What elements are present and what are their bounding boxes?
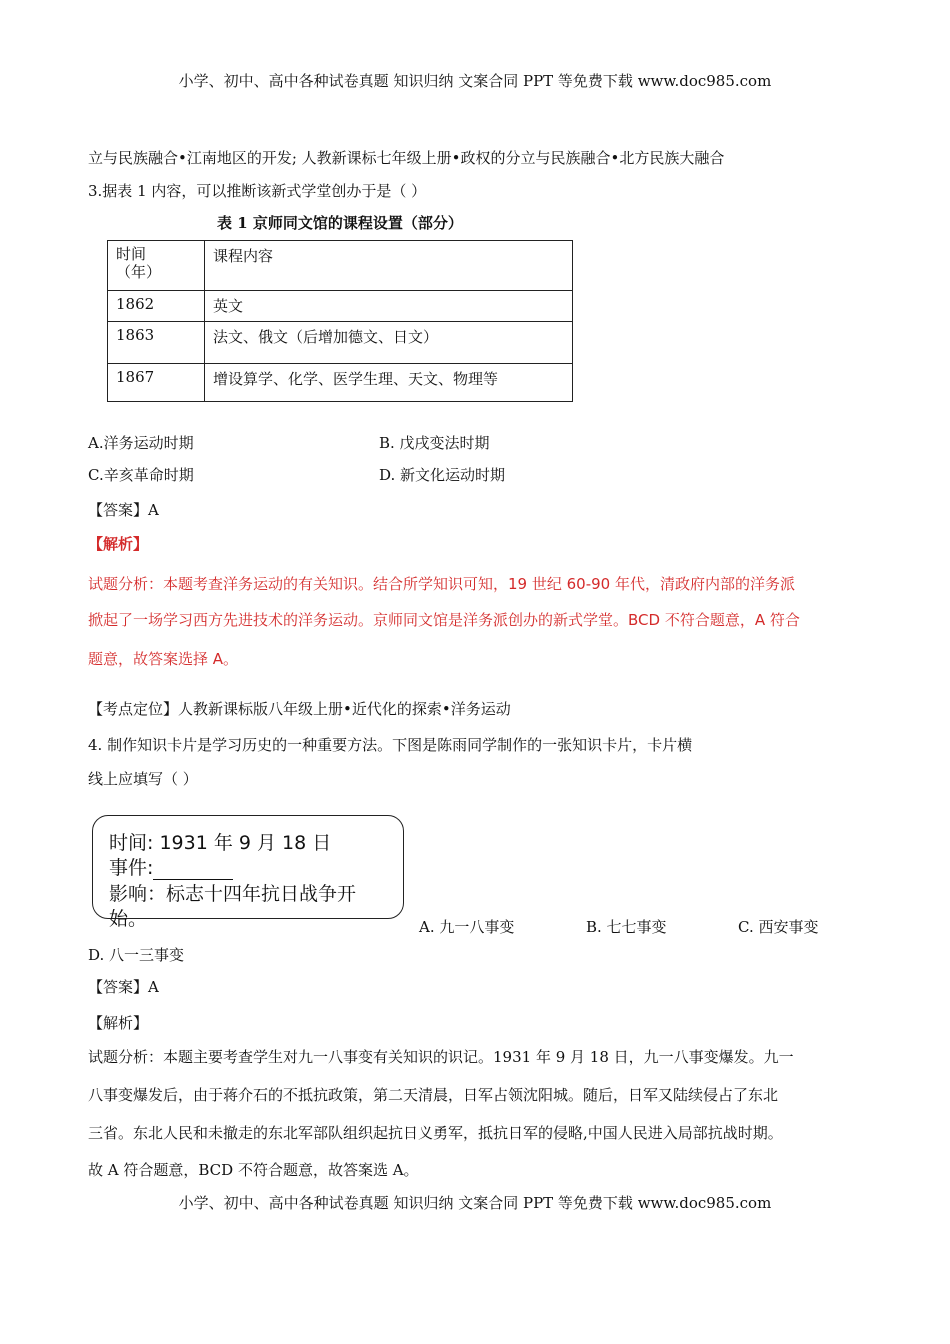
- table-header-row: [108, 241, 573, 291]
- card-time: 时间: 1931 年 9 月 18 日: [109, 832, 332, 854]
- q3-option-b: B. 戊戌变法时期: [379, 434, 490, 452]
- table-cell: 1862: [108, 291, 205, 322]
- q3-course-table: [107, 240, 573, 402]
- card-impact: 始。: [109, 908, 148, 930]
- q4-stem: 4. 制作知识卡片是学习历史的一种重要方法。下图是陈雨同学制作的一张知识卡片，卡片横: [88, 736, 693, 754]
- q4-option-b: B. 七七事变: [586, 918, 667, 936]
- q4-analysis-line: 试题分析：本题主要考查学生对九一八事变有关知识的识记。1931 年 9 月 18 日，九一八事变爆发。九一: [88, 1048, 794, 1066]
- q4-option-d: D. 八一三事变: [88, 946, 185, 964]
- table-row: [108, 291, 573, 322]
- q3-analysis-label: 【解析】: [88, 535, 149, 553]
- table-cell: 增设算学、化学、医学生理、天文、物理等: [205, 364, 573, 402]
- card-event-blank: [153, 859, 233, 880]
- q3-kaodian: 【考点定位】人教新课标版八年级上册•近代化的探索•洋务运动: [88, 700, 511, 718]
- q3-analysis-line: 掀起了一场学习西方先进技术的洋务运动。京师同文馆是洋务派创办的新式学堂。BCD 不符合题意，A 符合: [88, 611, 800, 629]
- q3-option-d: D. 新文化运动时期: [379, 466, 506, 484]
- q3-stem: 3.据表 1 内容，可以推断该新式学堂创办于是（ ）: [88, 182, 427, 200]
- table-cell: 英文: [205, 291, 573, 322]
- q4-answer: 【答案】A: [88, 978, 159, 996]
- table-cell: 1863: [108, 322, 205, 364]
- q4-analysis-line: 故 A 符合题意，BCD 不符合题意，故答案选 A。: [88, 1161, 419, 1179]
- q4-analysis-line: 八事变爆发后，由于蒋介石的不抵抗政策，第二天清晨，日军占领沈阳城。随后，日军又陆续侵占了东北: [88, 1086, 779, 1104]
- table-header-cell: 时间（年）: [108, 241, 205, 291]
- q3-option-c: C.辛亥革命时期: [88, 466, 194, 484]
- q3-analysis-line: 题意，故答案选择 A。: [88, 650, 239, 668]
- table-header-cell: 课程内容: [205, 241, 573, 291]
- q4-analysis-line: 三省。东北人民和未撤走的东北军部队组织起抗日义勇军，抵抗日军的侵略,中国人民进入局部抗战时期。: [88, 1124, 783, 1142]
- q4-option-a: A. 九一八事变: [419, 918, 515, 936]
- q3-table-title: 表 1 京师同文馆的课程设置（部分）: [217, 214, 463, 232]
- page-footer: 小学、初中、高中各种试卷真题 知识归纳 文案合同 PPT 等免费下载 www.doc985.com: [178, 1194, 772, 1212]
- q3-option-a: A.洋务运动时期: [88, 434, 194, 452]
- q4-option-c: C. 西安事变: [738, 918, 819, 936]
- card-event: 事件:: [109, 853, 233, 880]
- page-header: 小学、初中、高中各种试卷真题 知识归纳 文案合同 PPT 等免费下载 www.doc985.com: [178, 72, 772, 90]
- table-cell: 法文、俄文（后增加德文、日文）: [205, 322, 573, 364]
- table-row: [108, 364, 573, 402]
- q3-analysis-line: 试题分析：本题考查洋务运动的有关知识。结合所学知识可知，19 世纪 60-90 年代，清政府内部的洋务派: [88, 575, 795, 593]
- q4-stem: 线上应填写（ ）: [88, 770, 198, 788]
- card-impact: 影响：标志十四年抗日战争开: [109, 883, 357, 905]
- table-cell: 1867: [108, 364, 205, 402]
- knowledge-card: [92, 815, 404, 930]
- previous-kaodian-tail: 立与民族融合•江南地区的开发; 人教新课标七年级上册•政权的分立与民族融合•北方民族大融合: [88, 149, 725, 167]
- table-row: [108, 322, 573, 364]
- q3-answer: 【答案】A: [88, 501, 159, 519]
- q4-analysis-label: 【解析】: [88, 1014, 149, 1032]
